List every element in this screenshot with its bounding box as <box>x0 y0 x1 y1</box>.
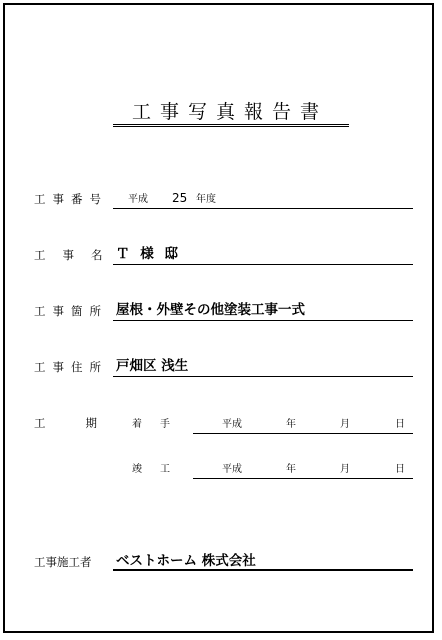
era-label: 平成 <box>128 194 148 205</box>
construction-address-value: 戸畑区 浅生 <box>116 358 189 374</box>
fiscal-year-value: 25 <box>172 191 188 205</box>
document-title: 工事写真報告書 <box>131 101 328 123</box>
fiscal-year-suffix: 年度 <box>196 194 216 205</box>
construction-period-label: 工期 <box>34 416 137 430</box>
construction-address-line <box>113 376 413 377</box>
end-month-unit: 月 <box>340 464 350 475</box>
label-char: 工事番号 <box>34 192 108 206</box>
start-era: 平成 <box>222 419 242 430</box>
construction-name-value: Ｔ 様 邸 <box>116 246 181 262</box>
end-year-unit: 年 <box>286 464 296 475</box>
start-date-line <box>193 433 413 434</box>
title-underline-2 <box>113 126 349 127</box>
end-day-unit: 日 <box>395 464 405 475</box>
construction-site-label: 工事箇所 <box>34 304 108 318</box>
start-label: 着手 <box>132 419 188 430</box>
construction-number-line <box>113 208 413 209</box>
page-border <box>3 3 434 633</box>
construction-site-value: 屋根・外壁その他塗装工事一式 <box>116 302 305 318</box>
construction-site-line <box>113 320 413 321</box>
start-day-unit: 日 <box>395 419 405 430</box>
end-era: 平成 <box>222 464 242 475</box>
contractor-value: ベストホーム 株式会社 <box>116 553 256 569</box>
title-underline-1 <box>113 124 349 125</box>
construction-name-label: 工事名 <box>34 248 120 262</box>
construction-name-line <box>113 264 413 265</box>
start-month-unit: 月 <box>340 419 350 430</box>
start-year-unit: 年 <box>286 419 296 430</box>
construction-number-label <box>34 192 108 206</box>
end-label: 竣工 <box>132 464 188 475</box>
end-date-line <box>193 478 413 479</box>
contractor-label: 工事施工者 <box>34 555 92 569</box>
construction-address-label: 工事住所 <box>34 360 108 374</box>
contractor-line <box>113 569 413 571</box>
